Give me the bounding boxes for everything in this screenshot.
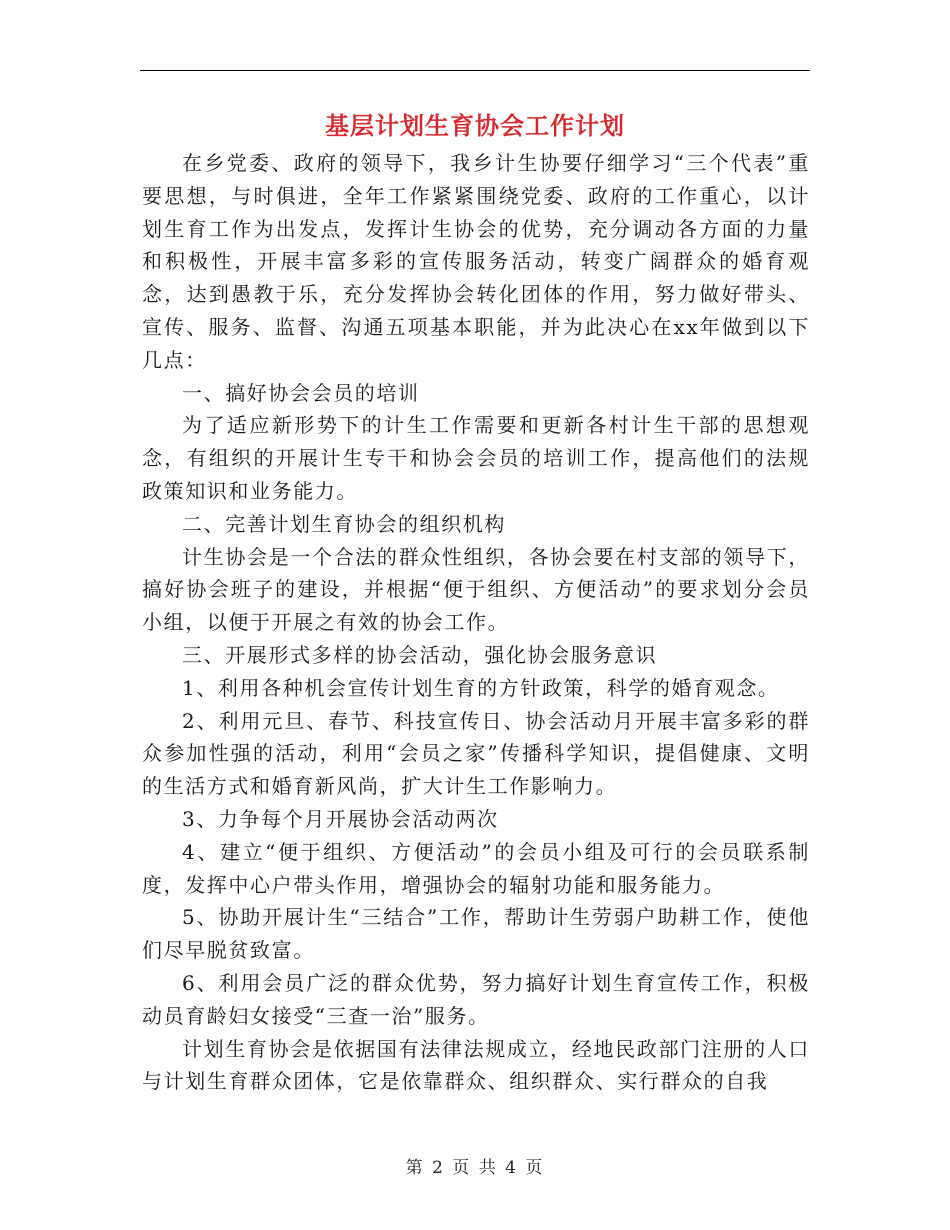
list-item-1: 1、利用各种机会宣传计划生育的方针政策，科学的婚育观念。: [182, 675, 780, 700]
list-item-4: 4、建立“便于组织、方便活动”的会员小组及可行的会员联系制度，发挥中心户带头作用，增强协会的辐射功能和服务能力。: [142, 839, 810, 897]
list-item-6: 6、利用会员广泛的群众优势，努力搞好计划生育宣传工作，积极动员育龄妇女接受“三查一治”服务。: [142, 970, 810, 1028]
section-heading-organization: 二、完善计划生育协会的组织机构: [182, 511, 506, 536]
document-title: 基层计划生育协会工作计划: [325, 111, 625, 140]
section-heading-activities: 三、开展形式多样的协会活动，强化协会服务意识: [182, 642, 658, 667]
document-body: [142, 147, 810, 1098]
header-rule: [140, 70, 810, 71]
paragraph-intro: 在乡党委、政府的领导下，我乡计生协要仔细学习“三个代表”重要思想，与时俱进，全年工作紧紧围绕党委、政府的工作重心，以计划生育工作为出发点，发挥计生协会的优势，充分调动各方面的力量和积极性，开展丰富多彩的宣传服务活动，转变广阔群众的婚育观念，达到愚教于乐，充分发挥协会转化团体的作用，努力做好带头、宣传、服务、监督、沟通五项基本职能，并为此决心在xx年做到以下几点：: [142, 151, 810, 372]
paragraph-training: 为了适应新形势下的计生工作需要和更新各村计生干部的思想观念，有组织的开展计生专干和协会会员的培训工作，提高他们的法规政策知识和业务能力。: [142, 413, 810, 503]
list-item-5: 5、协助开展计生“三结合”工作，帮助计生劳弱户助耕工作，使他们尽早脱贫致富。: [142, 905, 810, 963]
section-heading-training: 一、搞好协会会员的培训: [182, 380, 420, 405]
list-item-3: 3、力争每个月开展协会活动两次: [182, 806, 499, 831]
list-item-2: 2、利用元旦、春节、科技宣传日、协会活动月开展丰富多彩的群众参加性强的活动，利用“会员之家”传播科学知识，提倡健康、文明的生活方式和婚育新风尚，扩大计生工作影响力。: [142, 708, 810, 799]
paragraph-closing: 计划生育协会是依据国有法律法规成立，经地民政部门注册的人口与计划生育群众团体，它是依靠群众、组织群众、实行群众的自我: [142, 1036, 810, 1094]
paragraph-organization: 计生协会是一个合法的群众性组织，各协会要在村支部的领导下，搞好协会班子的建设，并根据“便于组织、方便活动”的要求划分会员小组，以便于开展之有效的协会工作。: [142, 544, 810, 635]
page-number: 第 2 页 共 4 页: [405, 1158, 545, 1178]
